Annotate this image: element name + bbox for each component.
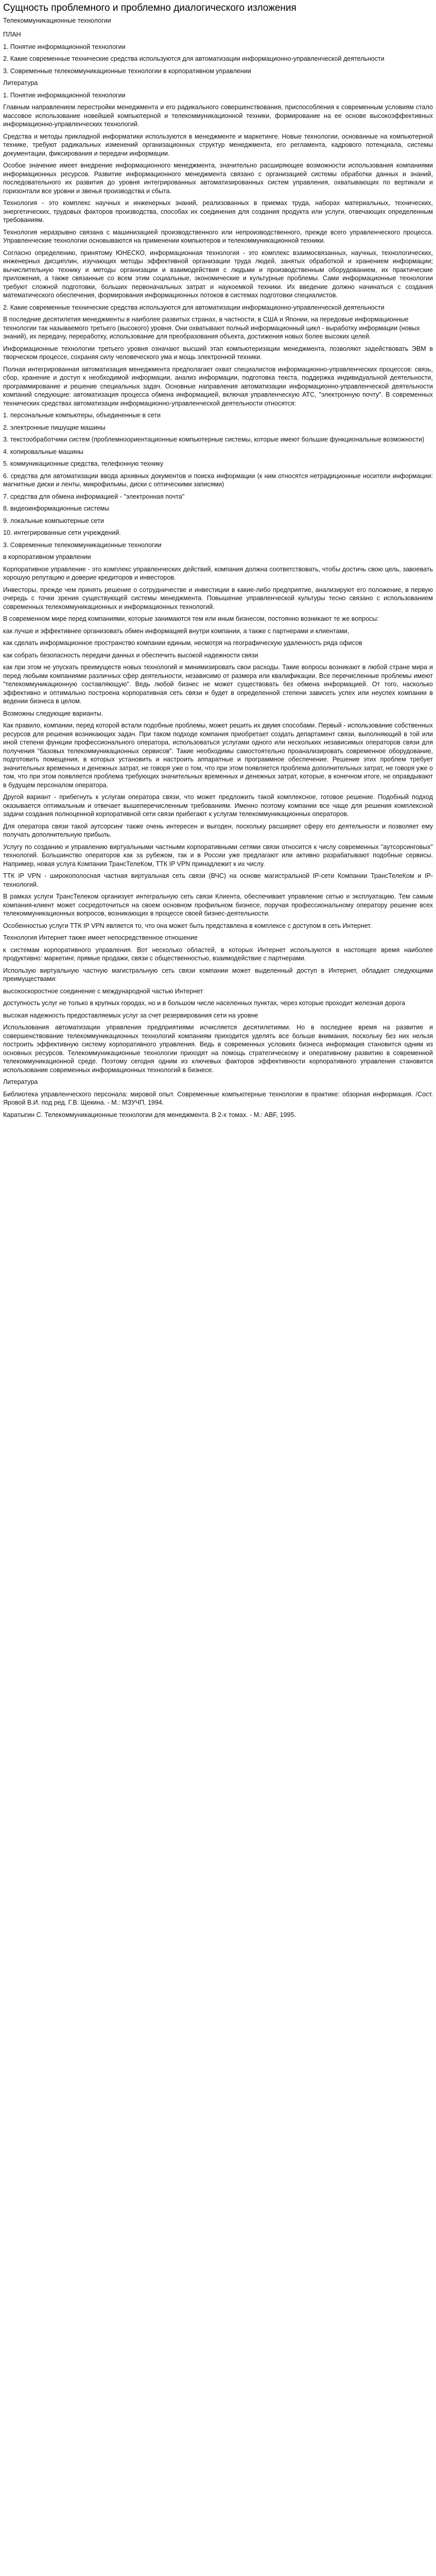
paragraph: к системам корпоративного управления. Вот несколько областей, в которых Интернет используются в настоящее время наиболее продуктивно: маркетинг, прямые продажи, связи с общественностью, взаимодействие с партнерами.	[3, 946, 433, 962]
paragraph: В современном мире перед компаниями, которые занимаются тем или иным бизнесом, постоянно возникают те же вопросы:	[3, 615, 379, 622]
paragraph: В последние десятилетия менеджменты в наиболее развитых странах, в частности, в США и Японии, на передовые информационные технологии так называемого третьего (высокого) уровня. Они охватывают полный информационный цикл - выработку информации (новых знаний), их передачу, переработку, использование для преобразования объекта, достижения новых более высоких целей.	[3, 316, 420, 340]
paragraph: высокоскоростное соединение с международной частью Интернет	[3, 987, 203, 995]
paragraph: Технология - это комплекс научных и инженерных знаний, реализованных в приемах труда, наборах материальных, технических, энергетических, трудовых факторов производства, способах их соединения для создания продукта или услуги, отвечающих определенным требованиям.	[3, 199, 433, 224]
paragraph: Услугу по созданию и управлению виртуальными частными корпоративными сетями связи относится к числу современных "аутсорсинговых" технологий. Большинство операторов как за рубежом, так и в России уже предлагают или активно разрабатывают подобные сервисы. Например, новая услуга Компании ТрансТелеКом, ТТК IP VPN принадлежит к их числу.	[3, 843, 433, 868]
paragraph: Полная интегрированная автоматизация менеджмента предполагает охват специалистов информационно-управленческих процессов: связь, сбор, хранение и доступ к необходимой информации, анализ информации, подготовка текста, поддержка индивидуальной деятельности, программирование и решение специальных задач. Основные направления автоматизации информационно-управленческой деятельности компаний следующие: автоматизация процесса обмена информацией, включая управленческую АТС, "электронную почту". В современных технических средствах автоматизации информационно-управленческой деятельности относятся:	[3, 365, 433, 407]
paragraph: 5. коммуникационные средства, телефонную технику	[3, 460, 164, 467]
paragraph: 3. текстообработчики систем (проблемноориентационные компьютерные системы, которые имеют большие функциональные возможности)	[3, 436, 425, 443]
paragraph: 4. копировальные машины	[3, 448, 84, 455]
paragraph: 3. Современные телекоммуникационные технологии	[3, 541, 162, 549]
paragraph: ПЛАН	[3, 31, 21, 38]
paragraph: Информационные технологии третьего уровня означают высший этап компьютеризации менеджмента, позволяют задействовать ЭВМ в творческом процессе, сохраняя силу человеческого ума и мощь электронной техники.	[3, 345, 433, 361]
paragraph: 8. видеоинформационные системы	[3, 505, 110, 512]
paragraph: как собрать безопасность передачи данных и обеспечить высокой надежности связи	[3, 651, 258, 659]
paragraph: Технология неразрывно связана с машинизацией производственного или непроизводственного, прежде всего управленческого процесса. Управленческие технологии основываются на применении компьютеров и телекоммуникационной техники.	[3, 228, 433, 244]
paragraph: В рамках услуги ТрансТелеком организует интегральную сеть связи Клиента, обеспечивает управление сетью и эксплуатацию. Тем самым компания-клиент может сосредоточиться на своем основном профильном бизнесе, поручая профессиональному оператору решение всех телекоммуникационных вопросов, возникающих в процессе своей бизнес-деятельности.	[3, 893, 433, 917]
document-body	[3, 30, 433, 1119]
paragraph: 2. электронные пишущие машины	[3, 423, 106, 431]
paragraph: Средства и методы прикладной информатики используются в менеджменте и маркетинге. Новые технологии, основанные на компьютерной технике, требуют радикальных изменений организационных структур менеджмента, его регламента, кадрового потенциала, системы документации, фиксирования и передачи информации.	[3, 132, 433, 157]
paragraph: как при этом не упускать преимуществ новых технологий и минимизировать свои расходы. Такие вопросы возникают в любой стране мира и перед любыми компаниями различных сфер деятельности, независимо от размера или квалификации. Все перечисленные проблемы имеют "телекоммуникационную составляющую". Ведь любой бизнес не может существовать без обмена информацией. От того, насколько эффективно и оптимально построена корпоративная сеть связи и будет в определенной степени зависеть успех или неуспех компании в ведении бизнеса в целом.	[3, 664, 433, 705]
document-title: Сущность проблемного и проблемно диалогического изложения	[3, 3, 297, 13]
paragraph: 1. Понятие информационной технологии	[3, 43, 126, 50]
paragraph: Согласно определению, принятому ЮНЕСКО, информационная технология - это комплекс взаимосвязанных, научных, технологических, инженерных дисциплин, изучающих методы эффективной организации труда людей, занятых обработкой и хранением информации; вычислительную технику и методы организации и взаимодействия с людьми и производственным оборудованием, их практические приложения, а также связанные со всем этим социальные, экономические и культурные проблемы. Сами информационные технологии требуют сложной подготовки, больших первоначальных затрат и наукоемкой техники. Их введение должно начинаться с создания математического обеспечения, формирования информационных потоков в системах подготовки специалистов.	[3, 249, 433, 299]
paragraph: 6. средства для автоматизации ввода архивных документов и поиска информации (к ним относятся нетрадиционные носители информации: магнитные диски и ленты, микрофильмы, диски с оптическими записями)	[3, 472, 433, 488]
paragraph: Корпоративное управление - это комплекс управленческих действий, компания должна соответствовать, чтобы достичь свою цель, завоевать хорошую репутацию и доверие кредиторов и инвесторов.	[3, 565, 433, 581]
paragraph: Литература	[3, 1078, 38, 1086]
paragraph: Главным направлением перестройки менеджмента и его радикального совершенствования, приспособления к современным условиям стало массовое использование новейшей компьютерной и телекоммуникационной техники, формирование на ее основе высокоэффективных информационно-управленческих технологий.	[3, 104, 433, 128]
paragraph: как лучше и эффективнее организовать обмен информацией внутри компании, а также с партнерами и клиентами,	[3, 627, 350, 635]
paragraph: Технология Интернет также имеет непосредственное отношение	[3, 934, 198, 941]
document-subtitle: Телекоммуникационные технологии	[3, 17, 111, 24]
paragraph: Для оператора связи такой аутсорсинг также очень интересен и выгоден, поскольку расширяет сферу его деятельности и позволяет ему получать дополнительную прибыль.	[3, 822, 433, 838]
paragraph: в корпоративном управлении	[3, 553, 91, 561]
paragraph: доступность услуг не только в крупных городах, но и в большом числе населенных пунктах, через которые проходит железная дорога	[3, 999, 405, 1007]
paragraph: 10. интегрированные сети учреждений.	[3, 529, 121, 536]
paragraph: Каратыгин С. Телекоммуникационные технологии для менеджмента. В 2-х томах. - М.: ABF, 1995.	[3, 1111, 296, 1118]
paragraph: Особое значение имеет внедрение информационного менеджмента, значительно расширяющее возможности использования компаниями информационных ресурсов. Развитие информационного менеджмента связано с организацией системы обработки данных и знаний, последовательного их развития до уровня интегрированных автоматизированных систем управления, охватывающих по вертикали и горизонтали все уровни и звенья производства и сбыта.	[3, 162, 433, 195]
paragraph: 7. средства для обмена информацией - "электронная почта"	[3, 493, 185, 500]
paragraph: 9. локальные компьютерные сети	[3, 517, 104, 524]
paragraph: Литература	[3, 79, 38, 87]
paragraph: Другой вариант - прибегнуть к услугам оператора связи, что может предложить такой комплексное, готовое решение. Подобный подход оказывается оптимальным и отвечает вышеперечисленным требованиям. Именно поэтому компании все чаще для решения комплексной задачи создания полноценной корпоративной сети связи прибегают к услугам телекоммуникационных операторов.	[3, 793, 433, 818]
paragraph: Использования автоматизации управления предприятиями исчисляется десятилетиями. Но в последнее время на развитие и совершенствование телекоммуникационных технологий компаниям приходится уделять все больше внимания, поскольку без них нельзя построить эффективную систему корпоративного управления. Ведь в современных условиях бизнеса информация становится одним из основных ресурсов. Телекоммуникационные технологии приходят на помощь стратегическому и оперативному развитию в современной телекоммуникационной среде. Поэтому сегодня одним из ключевых факторов эффективности корпоративного управления становится использование современных информационных технологий в бизнесе.	[3, 1024, 433, 1074]
paragraph: как сделать информационное пространство компании единым, несмотря на географическую удаленность ряда офисов	[3, 639, 362, 647]
paragraph: Как правило, компании, перед которой встали подобные проблемы, может решить их двумя способами. Первый - использование собственных ресурсов для решения возникающих задач. При таком подходе компания приобретает создать департамент связи, выполняющий в той или иной степени функции профессионального оператора, использоваться услугами одного или нескольких независимых операторов связи для получения "базовых телекоммуникационных сервисов". Такие необходимы самостоятельно проанализировать современное оборудование, подготовить помещения, в которых установить и настроить аппаратные и программное обеспечение. Решение этих проблем требует значительных временных и денежных затрат, не говоря уже о том, что при этом появляется проблема дополнительных затрат, не говоря уже о том, что при этом появляется проблема требующих значительных временных и денежных затрат, которые, в конечном итоге, не оправдывают в будущем персоналом оператора.	[3, 722, 433, 789]
paragraph: 2. Какие современные технические средства используются для автоматизации информационно-управленческой деятельности	[3, 55, 385, 62]
paragraph: Особенностью услуги ТТК IP VPN является то, что она может быть представлена в комплексе с доступом в сеть Интернет.	[3, 922, 372, 929]
paragraph: Инвесторы, прежде чем принять решение о сотрудничестве и инвестиции в какие-либо предприятие, анализируют его положение, в первую очередь с точки зрения существующей системы менеджмента. Повышение управленческой культуры тесно связано с использованием современных телекоммуникационных и информационных технологий.	[3, 586, 433, 611]
paragraph: 1. персональные компьютеры, объединенные в сети	[3, 412, 161, 419]
paragraph: 2. Какие современные технические средства используются для автоматизации информационно-управленческой деятельности	[3, 303, 385, 311]
paragraph: Использую виртуальную частную магистральную сеть связи компании может выделенный доступ в Интернет, обладает следующими преимуществами:	[3, 967, 433, 982]
paragraph: высокая надежность предоставляемых услуг за счет резервирования сети на уровне	[3, 1011, 258, 1019]
paragraph: 1. Понятие информационной технологии	[3, 91, 126, 99]
document-page	[0, 2, 436, 1119]
paragraph: 3. Современные телекоммуникационные технологии в корпоративном управлении	[3, 67, 251, 75]
paragraph: ТТК IP VPN - широкополосная частная виртуальная сеть связи (ВЧС) на основе магистральной IP-сети Компании ТрансТелеКом и IP-технологий.	[3, 872, 433, 888]
paragraph: Библиотека управленческого персонала: мировой опыт. Современные компьютерные технологии в практике: обзорная информация. /Сост. Яровой В.И. под ред. Г.В. Щекина. - М.: МЗУЧП, 1994.	[3, 1090, 433, 1106]
paragraph: Возможны следующие варианты.	[3, 709, 103, 717]
